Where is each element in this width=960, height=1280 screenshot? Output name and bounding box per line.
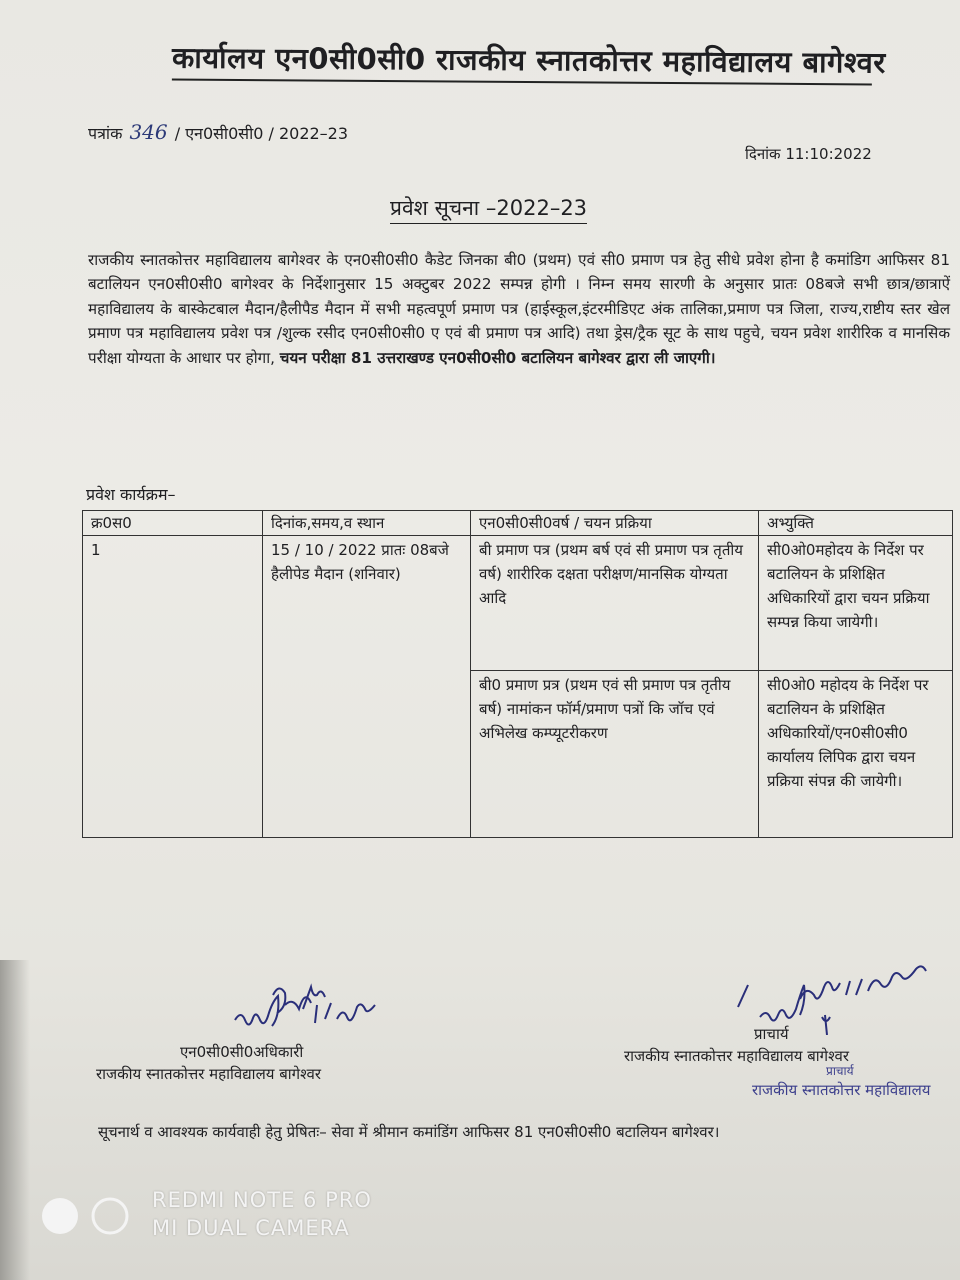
principal-designation: प्राचार्य: [754, 1025, 789, 1043]
notice-body: [88, 248, 950, 370]
principal-stamp: राजकीय स्नातकोत्तर महाविद्यालय: [752, 1081, 931, 1099]
col-header-serial: क्र0स0: [83, 511, 263, 536]
ncc-officer-signature: [225, 975, 395, 1045]
col-header-remark: अभ्युक्ति: [759, 511, 953, 536]
camera-watermark-line1: REDMI NOTE 6 PRO: [152, 1188, 372, 1212]
letter-date: दिनांक 11:10:2022: [745, 145, 872, 163]
cell-process-2: बी0 प्रमाण प्रत्र (प्रथम एवं सी प्रमाण पत्र तृतीय बर्ष) नामांकन फॉर्म/प्रमाण पत्रों कि जॉच एवं अभिलेख कम्प्यूटरीकरण: [471, 670, 759, 837]
cell-serial: 1: [83, 536, 263, 838]
notice-body-bold: चयन परीक्षा 81 उत्तराखण्ड एन0सी0सी0 बटालियन बागेश्वर द्वारा ली जाएगी।: [279, 348, 716, 367]
principal-stamp-title: प्राचार्य: [826, 1064, 854, 1078]
schedule-table: [82, 510, 953, 838]
camera-watermark-line2: MI DUAL CAMERA: [152, 1216, 350, 1240]
office-title: कार्यालय एन0सी0सी0 राजकीय स्नातकोत्तर महाविद्यालय बागेश्वर: [172, 38, 872, 86]
table-row: [83, 536, 953, 671]
ref-number-handwritten: 346: [129, 120, 168, 144]
cell-datetime: 15 / 10 / 2022 प्रातः 08बजे हैलीपेड मैदान (शनिवार): [263, 536, 471, 838]
notice-body-text: राजकीय स्नातकोत्तर महाविद्यालय बागेश्वर के एन0सी0सी0 कैडेट जिनका बी0 (प्रथम) एवं सी0 प्रमाण पत्र हेतु सीधे प्रवेश होना है कमांडिग आफिसर 81 बटालियन एन0सी0सी0 बागेश्वर के निर्देशानुसार 15 अक्टुबर 2022 सम्पन्न होगी । निम्न समय सारणी के अनुसार प्रातः 08बजे सभी छात्र/छात्राऐं महाविद्यालय के बास्केटबाल मैदान/हैलीपैड मैदान में सभी महत्वपूर्ण प्रमाण पत्र (हाईस्कूल,इंटरमीडिएट अंक तालिका,प्रमाण पत्र जिला, राज्य,राष्टीय स्तर खेल प्रमाण पत्र महाविद्यालय प्रवेश पत्र /शुल्क रसीद एन0सी0सी0 ए एवं बी प्रमाण पत्र आदि) तथा ड्रेस/ट्रैक सूट के साथ पहुचे, चयन प्रवेश शारीरिक व मानसिक परीक्षा योग्यता के आधार पर होगा,: [88, 251, 950, 367]
camera-watermark-icon: [40, 1196, 140, 1236]
col-header-process: एन0सी0सी0वर्ष / चयन प्रक्रिया: [471, 511, 759, 536]
forwarding-note: सूचनार्थ व आवश्यक कार्यवाही हेतु प्रेषितः– सेवा में श्रीमान कमांडिंग आफिसर 81 एन0सी0सी0 बटालियन बागेश्वर।: [98, 1123, 720, 1141]
ncc-officer-designation: एन0सी0सी0अधिकारी: [180, 1043, 304, 1061]
ref-suffix: / एन0सी0सी0 / 2022–23: [174, 124, 349, 143]
notice-heading: प्रवेश सूचना –2022–23: [390, 194, 587, 224]
principal-institution: राजकीय स्नातकोत्तर महाविद्यालय बागेश्वर: [624, 1047, 849, 1065]
photo-shadow: [0, 960, 30, 1280]
principal-signature: [730, 955, 940, 1035]
table-header-row: [83, 511, 953, 536]
col-header-datetime: दिनांक,समय,व स्थान: [263, 511, 471, 536]
ncc-officer-institution: राजकीय स्नातकोत्तर महाविद्यालय बागेश्वर: [96, 1065, 321, 1083]
cell-remark-2: सी0ओ0 महोदय के निर्देश पर बटालियन के प्रशिक्षित अधिकारियों/एन0सी0सी0 कार्यालय लिपिक द्वारा चयन प्रक्रिया संपन्न की जायेगी।: [759, 670, 953, 837]
cell-remark-1: सी0ओ0महोदय के निर्देश पर बटालियन के प्रशिक्षित अधिकारियों द्वारा चयन प्रक्रिया सम्पन्न किया जायेगी।: [759, 536, 953, 671]
camera-watermark: [152, 1186, 372, 1242]
cell-process-1: बी प्रमाण पत्र (प्रथम बर्ष एवं सी प्रमाण पत्र तृतीय वर्ष) शारीरिक दक्षता परीक्षण/मानसिक योग्यता आदि: [471, 536, 759, 671]
ref-prefix: पत्रांक: [88, 124, 123, 143]
reference-number: [88, 120, 348, 144]
program-label: प्रवेश कार्यक्रम–: [86, 485, 176, 504]
